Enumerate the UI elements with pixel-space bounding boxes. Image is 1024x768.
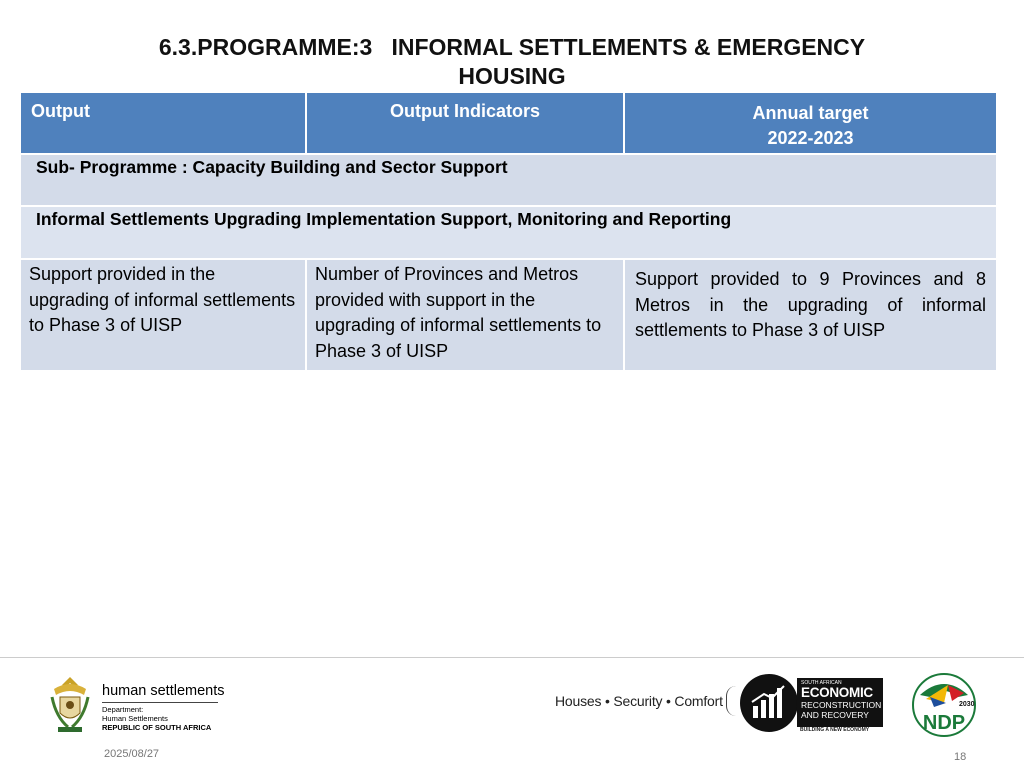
- department-country: REPUBLIC OF SOUTH AFRICA: [102, 723, 212, 732]
- subprogramme-row: [21, 155, 996, 207]
- coat-of-arms-icon: [48, 673, 92, 735]
- tagline: Houses • Security • Comfort: [555, 693, 723, 709]
- slide-title: [0, 33, 1024, 91]
- department-logo: [102, 683, 225, 732]
- cell-target: Support provided to 9 Provinces and 8 Metros in the upgrading of informal settlements to Phase 3 of UISP: [635, 269, 986, 340]
- econ-line-3: AND RECOVERY: [801, 710, 869, 720]
- cell-output: Support provided in the upgrading of informal settlements to Phase 3 of UISP: [21, 260, 307, 370]
- economic-recovery-icon: [740, 674, 798, 732]
- subprogramme-label: Sub- Programme : Capacity Building and Sector Support: [36, 157, 508, 177]
- programme-table: [21, 93, 996, 372]
- title-line-2: HOUSING: [458, 63, 566, 89]
- econ-line-2: RECONSTRUCTION: [801, 700, 882, 710]
- header-annual-target: [625, 93, 996, 153]
- table-header-row: [21, 93, 996, 155]
- tagline-bracket: [726, 686, 739, 716]
- footer-divider: [0, 657, 1024, 658]
- title-line-1: 6.3.PROGRAMME:3 INFORMAL SETTLEMENTS & EMERGENCY: [158, 34, 866, 60]
- econ-title: ECONOMIC: [801, 685, 873, 700]
- ndp-year: 2030: [959, 701, 975, 708]
- econ-foot-label: BUILDING A NEW ECONOMY: [800, 727, 870, 733]
- department-subname: Human Settlements: [102, 714, 168, 723]
- economic-recovery-logo: [797, 678, 883, 727]
- header-annual-target-year: 2022-2023: [767, 128, 854, 148]
- econ-small-label: SOUTH AFRICAN: [801, 680, 842, 686]
- section-row: [21, 207, 996, 260]
- ndp-text: NDP: [922, 712, 966, 734]
- page-number: 18: [954, 751, 967, 763]
- section-label: Informal Settlements Upgrading Implementation Support, Monitoring and Reporting: [36, 209, 732, 229]
- slide-date: 2025/08/27: [104, 748, 160, 760]
- ndp-2030-logo: [912, 673, 976, 737]
- department-label: Department:: [102, 705, 144, 714]
- department-rule: [102, 702, 218, 703]
- header-output: Output: [21, 93, 307, 153]
- table-row: [21, 260, 996, 372]
- cell-indicator: Number of Provinces and Metros provided with support in the upgrading of informal settlements to Phase 3 of UISP: [307, 260, 625, 370]
- department-name: human settlements: [102, 683, 225, 699]
- header-output-indicators: Output Indicators: [307, 93, 625, 153]
- header-annual-target-label: Annual target: [752, 103, 869, 123]
